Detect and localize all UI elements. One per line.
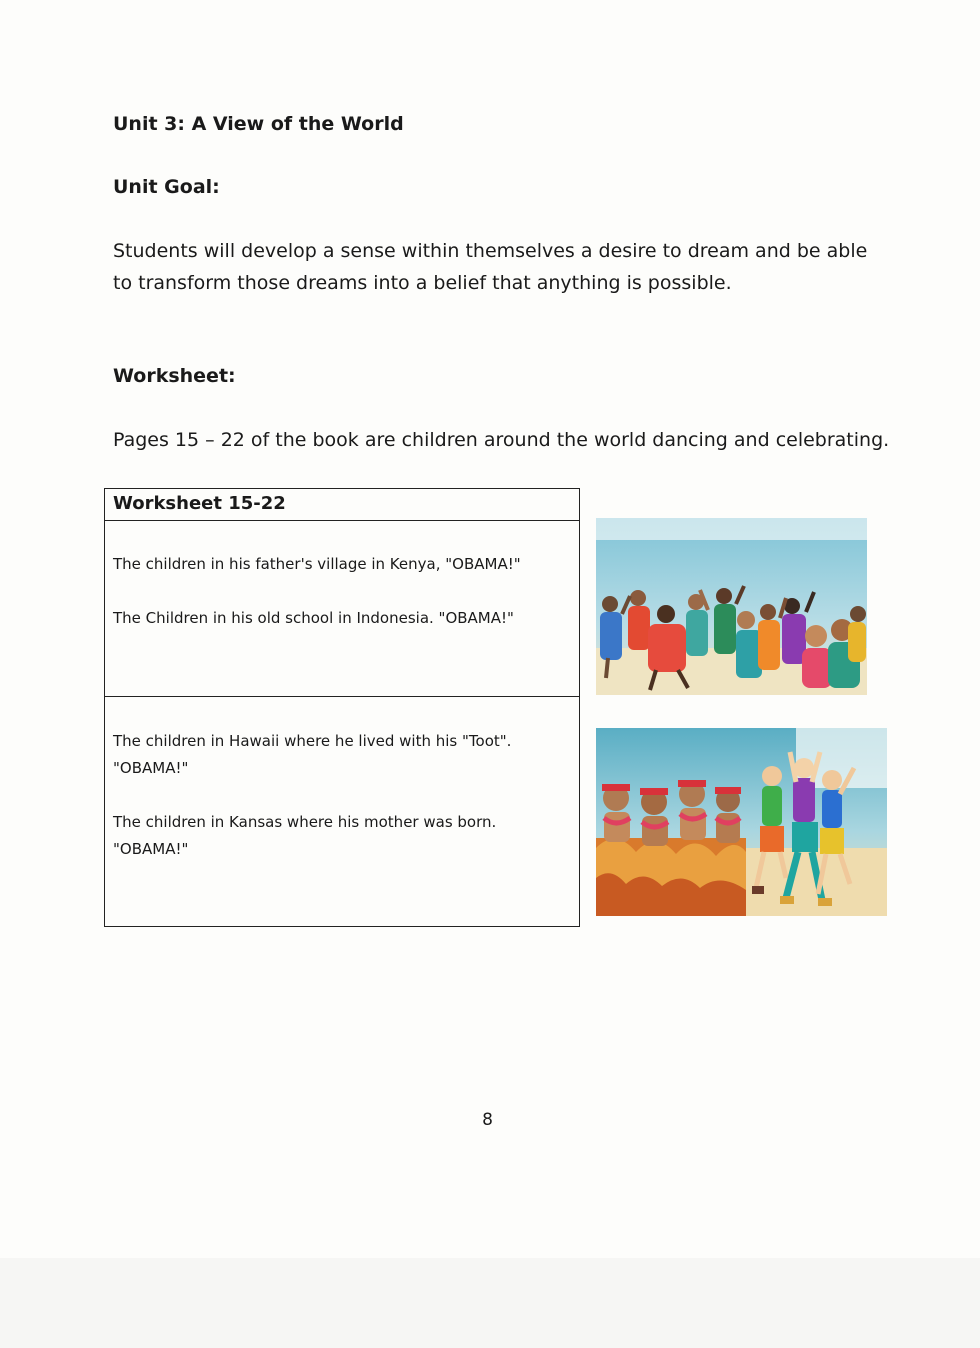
hawaii-line	[113, 728, 579, 782]
worksheet-heading: Worksheet:	[113, 365, 236, 387]
kansas-line-exclaim: "OBAMA!"	[113, 840, 189, 858]
dancing-children-illustration-2	[596, 728, 887, 916]
indonesia-line: The Children in his old school in Indonesia. "OBAMA!"	[113, 609, 514, 627]
unit-goal-heading: Unit Goal:	[113, 176, 220, 198]
worksheet-table	[104, 488, 580, 927]
unit-goal-text: Students will develop a sense within themselves a desire to dream and be able to transform those dreams into a belief that anything is possible.	[113, 240, 868, 294]
kansas-line	[113, 809, 579, 863]
hawaii-line-exclaim: "OBAMA!"	[113, 759, 189, 777]
hawaii-line-text: The children in Hawaii where he lived with his "Toot".	[113, 732, 512, 750]
dancing-children-illustration-1	[596, 518, 867, 695]
unit-title: Unit 3: A View of the World	[113, 113, 404, 135]
worksheet-row-hawaii-kansas	[105, 697, 579, 926]
worksheet-table-header: Worksheet 15-22	[105, 489, 579, 521]
kansas-line-text: The children in Kansas where his mother was born.	[113, 813, 497, 831]
page-bottom-shade	[0, 1258, 980, 1348]
worksheet-row-kenya-indonesia	[105, 521, 579, 697]
kenya-line: The children in his father's village in Kenya, "OBAMA!"	[113, 555, 521, 573]
worksheet-description: Pages 15 – 22 of the book are children around the world dancing and celebrating.	[113, 429, 890, 451]
page-number: 8	[482, 1110, 493, 1130]
